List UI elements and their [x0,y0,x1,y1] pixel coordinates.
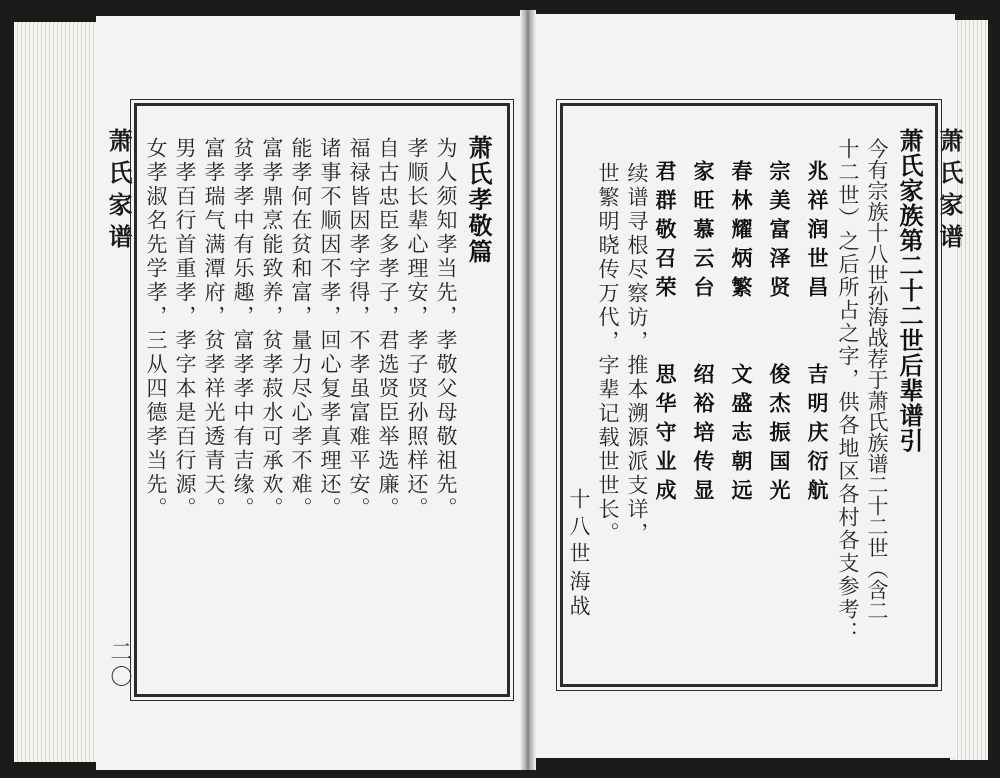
poem-line: 为人须知孝当先，孝敬父母敬祖先。 [434,137,458,521]
signature-generation: 十八世 [567,488,591,569]
poem-line: 女孝淑名先学孝，三从四德孝当先。 [144,137,168,521]
intro-line: 今有宗族十八世孙海战荐于萧氏族谱二十二世（含二 [865,138,889,621]
poem-line: 能孝何在贫和富，量力尽心孝不难。 [289,137,313,521]
poem-line: 贫孝孝中有乐趣，富孝孝中有吉缘。 [231,137,255,521]
right-page-header: 萧氏家谱 [935,128,964,256]
poem-line: 诸事不顺因不孝，回心复孝真理还。 [318,137,342,521]
left-page-header: 萧氏家谱 [104,128,133,256]
poem-line: 自古忠臣多孝子，君选贤臣举选廉。 [376,137,400,521]
generation-names-line: 家旺慕云台 绍裕培传显 [691,160,716,508]
poem-line: 福禄皆因孝字得，不孝虽富难平安。 [347,137,371,521]
signature-name: 海战 [567,570,591,620]
poem-line: 男孝百行首重孝，孝字本是百行源。 [173,137,197,521]
generation-names-line: 宗美富泽贤 俊杰振国光 [767,160,792,508]
generation-names-line: 君群敬召荣 思华守业成 [653,160,678,508]
poem-line: 孝顺长辈心理安，孝子贤孙照样还。 [405,137,429,521]
generation-names-line: 兆祥润世昌 吉明庆衍航 [805,160,830,508]
left-page-number: 二〇 [107,640,132,690]
closing-verse-line: 续谱寻根尽察访，推本溯源派支详， [625,162,649,546]
intro-line: 十二世）之后所占之字，供各地区各村各支参考： [836,138,860,644]
book-gutter [520,10,536,770]
poem-line: 富孝瑞气满潭府，贫孝祥光透青天。 [202,137,226,521]
closing-verse-line: 世繁明晓传万代，字辈记载世世长。 [596,162,620,546]
generation-names-line: 春林耀炳繁 文盛志朝远 [729,160,754,508]
left-page-title: 萧氏孝敬篇 [464,135,493,265]
right-page-title: 萧氏家族第二十二世后辈谱引 [895,128,924,453]
poem-line: 富孝鼎烹能致养，贫孝菽水可承欢。 [260,137,284,521]
